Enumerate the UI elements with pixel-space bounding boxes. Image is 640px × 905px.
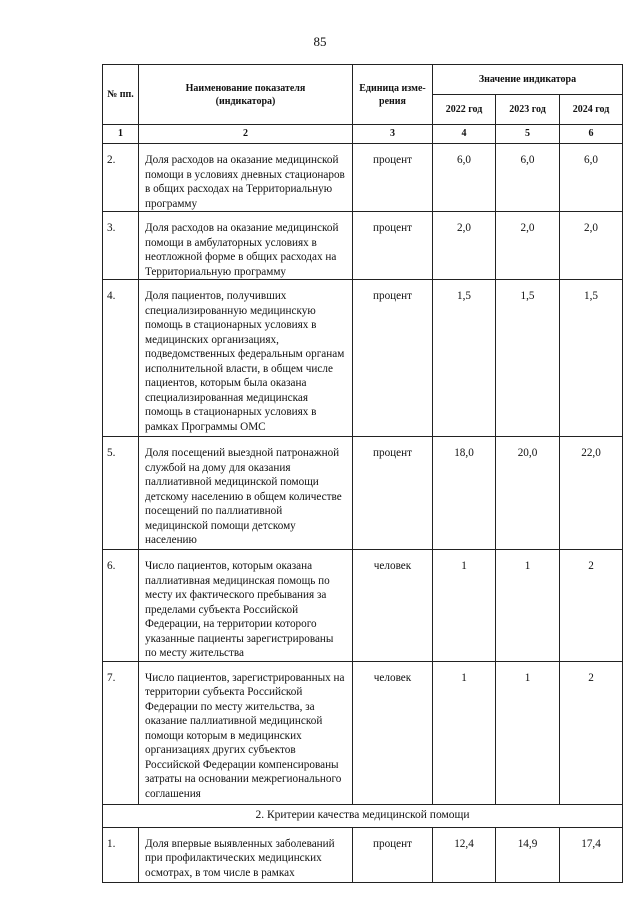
- section-title: 2. Критерии качества медицинской помощи: [103, 804, 623, 827]
- value-2023: 14,9: [496, 827, 560, 882]
- column-number: 2: [139, 125, 353, 144]
- header-year-2022: 2022 год: [433, 95, 496, 125]
- indicator-name: Доля пациентов, получивших специализированную медицинскую помощь в стационарных условиях в медицинских организациях, подведомственных федеральным органам исполнительной власти, в общем числе пациентов, которым была оказана специализированная медицинская помощь в стационарных условиях в рамках Программы ОМС: [139, 280, 353, 437]
- indicator-unit: процент: [353, 437, 433, 550]
- table-row: [103, 212, 623, 280]
- value-2024: 6,0: [560, 144, 623, 212]
- header-name: Наименование показателя (индикатора): [139, 65, 353, 125]
- indicator-unit: процент: [353, 280, 433, 437]
- indicator-unit: процент: [353, 144, 433, 212]
- value-2024: 2,0: [560, 212, 623, 280]
- value-2023: 1: [496, 550, 560, 662]
- indicator-name: Доля расходов на оказание медицинской помощи в условиях дневных стационаров в общих расходах на Территориальную программу: [139, 144, 353, 212]
- table-row: [103, 661, 623, 804]
- column-number: 3: [353, 125, 433, 144]
- value-2022: 18,0: [433, 437, 496, 550]
- table-row: [103, 144, 623, 212]
- row-number: 5.: [103, 437, 139, 550]
- header-value-group: Значение индикатора: [433, 65, 623, 95]
- value-2022: 1: [433, 550, 496, 662]
- column-numbers-row: [103, 125, 623, 144]
- value-2023: 1: [496, 661, 560, 804]
- table-row: [103, 827, 623, 882]
- indicators-table: [102, 64, 623, 883]
- indicator-unit: человек: [353, 550, 433, 662]
- column-number: 6: [560, 125, 623, 144]
- indicator-name: Число пациентов, зарегистрированных на территории субъекта Российской Федерации по месту жительства, за оказание паллиативной медицинской помощи которым в медицинских организациях других субъектов Российской Федерации компенсированы затраты на основании межрегионального соглашения: [139, 661, 353, 804]
- table-row: [103, 437, 623, 550]
- value-2022: 6,0: [433, 144, 496, 212]
- column-number: 4: [433, 125, 496, 144]
- row-number: 7.: [103, 661, 139, 804]
- value-2024: 2: [560, 550, 623, 662]
- header-year-2023: 2023 год: [496, 95, 560, 125]
- value-2022: 12,4: [433, 827, 496, 882]
- value-2024: 2: [560, 661, 623, 804]
- value-2022: 2,0: [433, 212, 496, 280]
- indicator-unit: человек: [353, 661, 433, 804]
- indicator-unit: процент: [353, 827, 433, 882]
- column-number: 1: [103, 125, 139, 144]
- row-number: 4.: [103, 280, 139, 437]
- value-2024: 17,4: [560, 827, 623, 882]
- header-year-2024: 2024 год: [560, 95, 623, 125]
- row-number: 3.: [103, 212, 139, 280]
- table-row: [103, 280, 623, 437]
- value-2024: 22,0: [560, 437, 623, 550]
- indicator-name: Доля впервые выявленных заболеваний при профилактических медицинских осмотрах, в том числе в рамках: [139, 827, 353, 882]
- row-number: 6.: [103, 550, 139, 662]
- column-number: 5: [496, 125, 560, 144]
- value-2023: 6,0: [496, 144, 560, 212]
- indicator-name: Число пациентов, которым оказана паллиативная медицинская помощь по месту их фактического пребывания за пределами субъекта Российской Федерации, на территории которого указанные пациенты зарегистрированы по месту жительства: [139, 550, 353, 662]
- indicator-unit: процент: [353, 212, 433, 280]
- header-no: № пп.: [103, 65, 139, 125]
- value-2022: 1: [433, 661, 496, 804]
- value-2023: 2,0: [496, 212, 560, 280]
- page-number: 85: [313, 34, 327, 49]
- header-unit: Единица изме-рения: [353, 65, 433, 125]
- value-2024: 1,5: [560, 280, 623, 437]
- indicator-name: Доля посещений выездной патронажной службой на дому для оказания паллиативной медицинской помощи детскому населению в общем количестве посещений по паллиативной медицинской помощи детскому населению: [139, 437, 353, 550]
- value-2023: 1,5: [496, 280, 560, 437]
- row-number: 1.: [103, 827, 139, 882]
- indicator-name: Доля расходов на оказание медицинской помощи в амбулаторных условиях в неотложной форме в общих расходах на Территориальную программу: [139, 212, 353, 280]
- table-row: [103, 550, 623, 662]
- value-2022: 1,5: [433, 280, 496, 437]
- row-number: 2.: [103, 144, 139, 212]
- section-row: [103, 804, 623, 827]
- value-2023: 20,0: [496, 437, 560, 550]
